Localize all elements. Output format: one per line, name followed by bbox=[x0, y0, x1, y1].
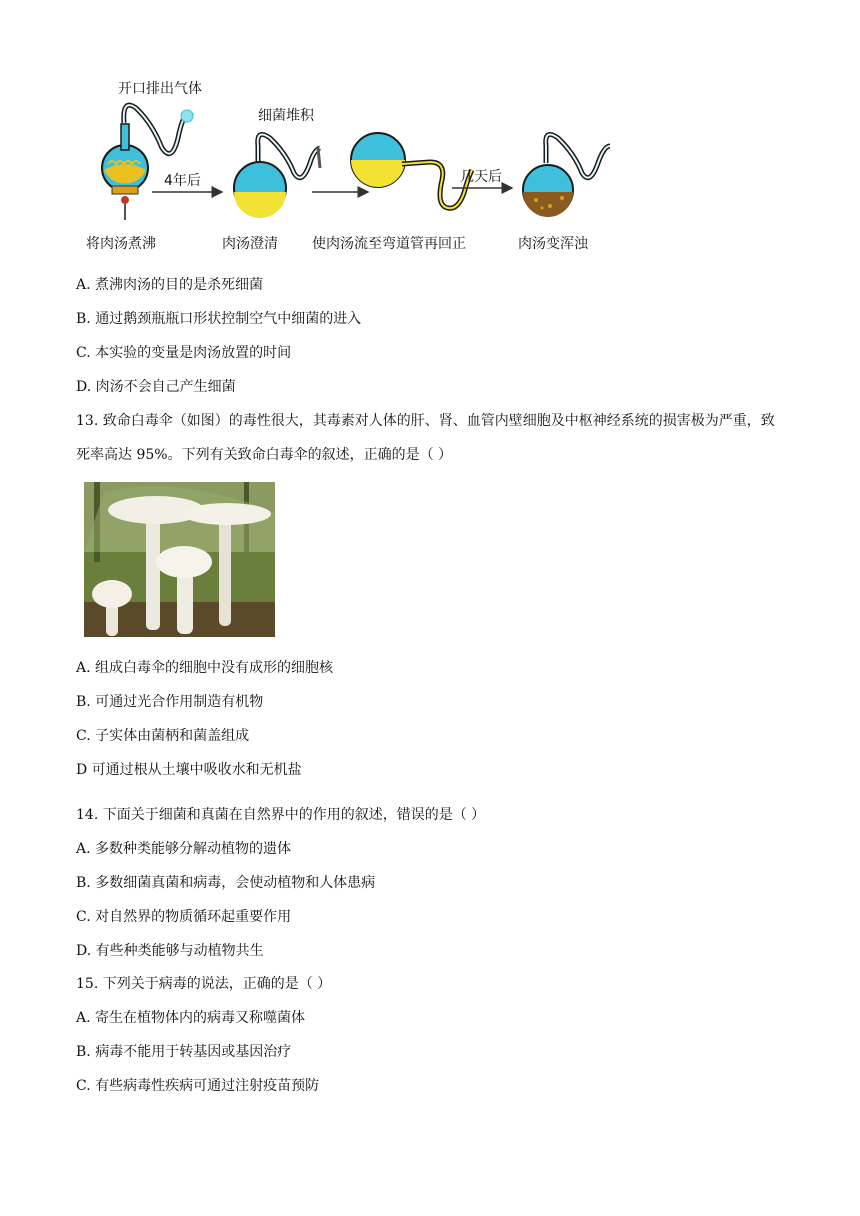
label-step-1: 将肉汤煮沸 bbox=[86, 236, 156, 252]
label-step-2: 肉汤澄清 bbox=[222, 236, 278, 252]
q12-option-a: A. 煮沸肉汤的目的是杀死细菌 bbox=[76, 277, 264, 293]
q12-option-d: D. 肉汤不会自己产生细菌 bbox=[76, 379, 236, 395]
swan-neck-flask-diagram bbox=[80, 68, 620, 258]
q15-option-b: B. 病毒不能用于转基因或基因治疗 bbox=[76, 1044, 292, 1060]
mushroom-photo bbox=[84, 482, 275, 637]
label-step-3: 使肉汤流至弯道管再回正 bbox=[312, 236, 466, 252]
q14-option-d: D. 有些种类能够与动植物共生 bbox=[76, 943, 264, 959]
q14-option-a: A. 多数种类能够分解动植物的遗体 bbox=[76, 841, 292, 857]
q14-option-b: B. 多数细菌真菌和病毒，会使动植物和人体患病 bbox=[76, 875, 376, 891]
q14-stem: 14. 下面关于细菌和真菌在自然界中的作用的叙述，错误的是（ ） bbox=[76, 807, 486, 823]
flask-clear bbox=[234, 134, 320, 218]
flask-tilted bbox=[351, 133, 472, 208]
q13-option-b: B. 可通过光合作用制造有机物 bbox=[76, 694, 264, 710]
q15-stem: 15. 下列关于病毒的说法，正确的是（ ） bbox=[76, 976, 332, 992]
q12-option-c: C. 本实验的变量是肉汤放置的时间 bbox=[76, 345, 292, 361]
q13-option-d: D 可通过根从土壤中吸收水和无机盐 bbox=[76, 762, 302, 778]
q15-option-c: C. 有些病毒性疾病可通过注射疫苗预防 bbox=[76, 1078, 320, 1094]
q14-option-c: C. 对自然界的物质循环起重要作用 bbox=[76, 909, 292, 925]
q13-stem: 13. 致命白毒伞（如图）的毒性很大，其毒素对人体的肝、肾、血管内壁细胞及中枢神经系统的损害极为严重，致死率高达 95%。下列有关致命白毒伞的叙述，正确的是（ ） bbox=[76, 413, 775, 463]
flask-boiling bbox=[102, 105, 193, 220]
diagram-svg bbox=[80, 68, 620, 258]
label-vent: 开口排出气体 bbox=[118, 81, 202, 97]
label-after-days: 几天后 bbox=[460, 169, 502, 185]
label-step-4: 肉汤变浑浊 bbox=[518, 236, 588, 252]
label-bacteria: 细菌堆积 bbox=[258, 108, 314, 124]
q12-option-b: B. 通过鹅颈瓶瓶口形状控制空气中细菌的进入 bbox=[76, 311, 362, 327]
q13-option-c: C. 子实体由菌柄和菌盖组成 bbox=[76, 728, 250, 744]
label-after-years: 4年后 bbox=[164, 173, 201, 189]
q13-option-a: A. 组成白毒伞的细胞中没有成形的细胞核 bbox=[76, 660, 334, 676]
flask-turbid bbox=[523, 134, 610, 217]
q15-option-a: A. 寄生在植物体内的病毒又称噬菌体 bbox=[76, 1010, 306, 1026]
